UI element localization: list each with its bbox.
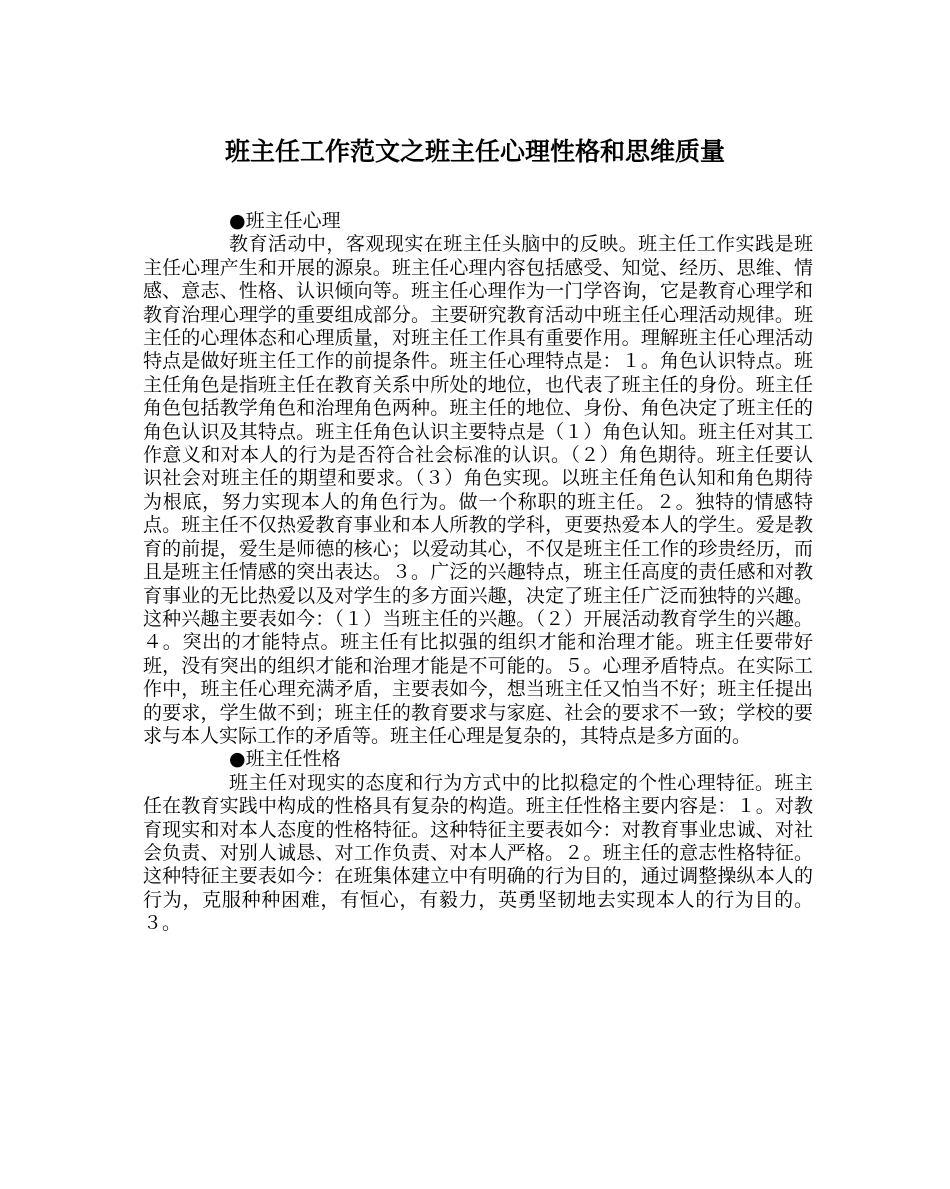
document-title: 班主任工作范文之班主任心理性格和思维质量 bbox=[224, 137, 725, 166]
section-paragraph-psychology: 教育活动中，客观现实在班主任头脑中的反映。班主任工作实践是班主任心理产生和开展的源泉。班主任心理内容包括感受、知觉、经历、思维、情感、意志、性格、认识倾向等。班主任心理作为一门学咨询，它是教育心理学和教育治理心理学的重要组成部分。主要研究教育活动中班主任心理活动规律。班主任的心理体态和心理质量，对班主任工作具有重要作用。理解班主任心理活动特点是做好班主任工作的前提条件。班主任心理特点是：１。角色认识特点。班主任角色是指班主任在教育关系中所处的地位，也代表了班主任的身份。班主任角色包括教学角色和治理角色两种。班主任的地位、身份、角色决定了班主任的角色认识及其特点。班主任角色认识主要特点是（１）角色认知。班主任对其工作意义和对本人的行为是否符合社会标准的认识。（２）角色期待。班主任要认识社会对班主任的期望和要求。（３）角色实现。以班主任角色认知和角色期待为根底，努力实现本人的角色行为。做一个称职的班主任。２。独特的情感特点。班主任不仅热爱教育事业和本人所教的学科，更要热爱本人的学生。爱是教育的前提，爱生是师德的核心；以爱动其心，不仅是班主任工作的珍贵经历，而且是班主任情感的突出表达。３。广泛的兴趣特点，班主任高度的责任感和对教育事业的无比热爱以及对学生的多方面兴趣，决定了班主任广泛而独特的兴趣。这种兴趣主要表如今：（１）当班主任的兴趣。（２）开展活动教育学生的兴趣。４。突出的才能特点。班主任有比拟强的组织才能和治理才能。班主任要带好班，没有突出的组织才能和治理才能是不可能的。５。心理矛盾特点。在实际工作中，班主任心理充满矛盾，主要表如今，想当班主任又怕当不好；班主任提出的要求，学生做不到；班主任的教育要求与家庭、社会的要求不一致；学校的要求与本人实际工作的矛盾等。班主任心理是复杂的，其特点是多方面的。 bbox=[143, 233, 813, 747]
section-heading-psychology: ●班主任心理 bbox=[229, 210, 341, 232]
document-body bbox=[143, 210, 813, 936]
section-paragraph-personality: 班主任对现实的态度和行为方式中的比拟稳定的个性心理特征。班主任在教育实践中构成的性格具有复杂的构造。班主任性格主要内容是：１。对教育现实和对本人态度的性格特征。这种特征主要表如今：对教育事业忠诚、对社会负责、对别人诚恳、对工作负责、对本人严格。２。班主任的意志性格特征。这种特征主要表如今：在班集体建立中有明确的行为目的，通过调整操纵本人的行为，克服种种困难，有恒心，有毅力，英勇坚韧地去实现本人的行为目的。３。 bbox=[143, 771, 813, 935]
section-heading-personality: ●班主任性格 bbox=[229, 748, 341, 771]
